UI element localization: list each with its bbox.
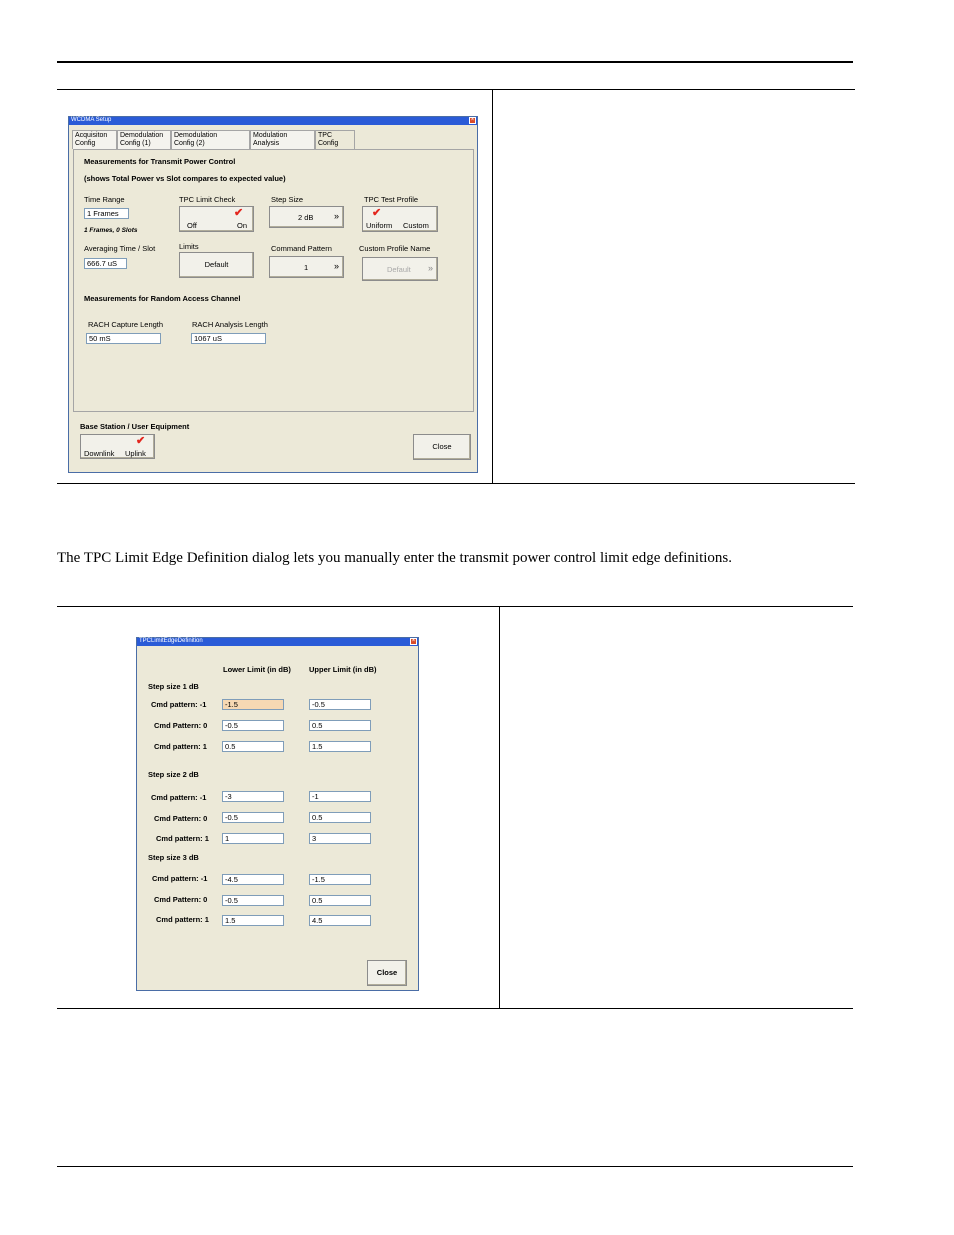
cmd-pattern-label: Cmd pattern: 1 — [156, 834, 209, 843]
limits-default-button[interactable] — [179, 252, 254, 278]
step-size-label: Step Size — [271, 195, 304, 204]
cmd-pattern-label: Cmd pattern: 1 — [154, 742, 207, 751]
lower-limit-input[interactable]: -0.5 — [222, 812, 284, 823]
tpc-title-bar — [137, 638, 418, 646]
upper-limit-input[interactable]: 1.5 — [309, 741, 371, 752]
tab-demodulation-config-1[interactable] — [117, 130, 171, 149]
step-size-group-title: Step size 3 dB — [148, 853, 199, 862]
cmd-pattern-label: Cmd Pattern: 0 — [154, 895, 208, 904]
upper-limit-input[interactable]: -0.5 — [309, 699, 371, 710]
limits-default-label: Default — [204, 260, 229, 269]
command-pattern-label: Command Pattern — [271, 244, 332, 253]
wcdma-title-bar — [69, 117, 477, 125]
tab-label-line2: Config (2) — [174, 140, 205, 147]
step-size-value: 2 dB — [298, 213, 314, 222]
upper-limit-input[interactable]: -1.5 — [309, 874, 371, 885]
table2-top-rule — [57, 606, 853, 607]
tpc-section-subtitle: (shows Total Power vs Slot compares to expected value) — [84, 174, 286, 183]
tab-label-line2: Config — [75, 140, 96, 147]
lower-limit-input[interactable]: 0.5 — [222, 741, 284, 752]
time-range-note: 1 Frames, 0 Slots — [84, 227, 138, 234]
tab-acquisition-config[interactable] — [72, 130, 117, 149]
averaging-time-input[interactable]: 666.7 uS — [84, 258, 127, 269]
cmd-pattern-label: Cmd pattern: -1 — [151, 793, 207, 802]
tpc-section-title: Measurements for Transmit Power Control — [84, 157, 236, 166]
time-range-input[interactable]: 1 Frames — [84, 208, 129, 219]
tab-label-line1: Demodulation — [174, 132, 218, 139]
tpc-test-profile-toggle[interactable] — [362, 206, 438, 232]
tab-label-line2: Config (1) — [120, 140, 151, 147]
tab-label-line1: Modulation — [253, 132, 288, 139]
lower-limit-input[interactable]: -1.5 — [222, 699, 284, 710]
upper-limit-column-header: Upper Limit (in dB) — [309, 665, 377, 674]
table1-top-rule — [57, 89, 855, 90]
downlink-uplink-toggle[interactable] — [80, 434, 155, 459]
base-station-title: Base Station / User Equipment — [80, 422, 190, 431]
uniform-option-label: Uniform — [366, 221, 393, 230]
wcdma-close-label: Close — [432, 442, 452, 451]
rach-section-title: Measurements for Random Access Channel — [84, 294, 241, 303]
upper-limit-input[interactable]: 0.5 — [309, 895, 371, 906]
upper-limit-input[interactable]: 3 — [309, 833, 371, 844]
lower-limit-input[interactable]: -4.5 — [222, 874, 284, 885]
lower-limit-input[interactable]: 1 — [222, 833, 284, 844]
chevron-right-icon: » — [428, 263, 434, 273]
tab-label-line2: Analysis — [253, 140, 280, 147]
custom-profile-name-value: Default — [387, 265, 411, 274]
tpc-test-profile-label: TPC Test Profile — [364, 195, 419, 204]
checkmark-icon: ✔ — [234, 207, 244, 219]
lower-limit-input[interactable]: 1.5 — [222, 915, 284, 926]
command-pattern-button[interactable] — [269, 256, 344, 278]
tab-label-line1: TPC — [318, 132, 332, 139]
rach-analysis-length-input[interactable]: 1067 uS — [191, 333, 266, 344]
cmd-pattern-label: Cmd Pattern: 0 — [154, 814, 208, 823]
wcdma-setup-dialog — [68, 116, 478, 473]
table1-bottom-rule — [57, 483, 855, 484]
rach-capture-length-input[interactable]: 50 mS — [86, 333, 161, 344]
upper-limit-input[interactable]: 0.5 — [309, 720, 371, 731]
downlink-option-label: Downlink — [84, 449, 115, 458]
description-paragraph: The TPC Limit Edge Definition dialog lets you manually enter the transmit power control limit edge definitions. — [57, 550, 733, 566]
wcdma-dialog-title: WCDMA Setup — [71, 117, 112, 123]
tpc-limit-check-toggle[interactable] — [179, 206, 254, 232]
custom-profile-name-button[interactable] — [362, 257, 438, 281]
limits-label: Limits — [179, 242, 199, 251]
step-size-button[interactable] — [269, 206, 344, 228]
tab-label-line2: Config — [318, 140, 339, 147]
step-size-group-title: Step size 1 dB — [148, 682, 199, 691]
upper-limit-input[interactable]: -1 — [309, 791, 371, 802]
table1-divider — [492, 89, 493, 484]
tpc-dialog-title: TPCLimitEdgeDefinition — [139, 638, 203, 644]
close-icon[interactable]: × — [411, 638, 416, 644]
tpc-limit-edge-dialog — [136, 637, 419, 991]
tab-modulation-analysis[interactable] — [250, 130, 315, 149]
upper-limit-input[interactable]: 0.5 — [309, 812, 371, 823]
lower-limit-input[interactable]: -0.5 — [222, 895, 284, 906]
table2-divider — [499, 606, 500, 1009]
tab-label-line1: Demodulation — [120, 132, 164, 139]
lower-limit-input[interactable]: -3 — [222, 791, 284, 802]
tab-label-line1: Acquisiton — [75, 132, 108, 139]
checkmark-icon: ✔ — [136, 435, 146, 447]
step-size-group-title: Step size 2 dB — [148, 770, 199, 779]
cmd-pattern-label: Cmd pattern: 1 — [156, 915, 209, 924]
tab-tpc-config[interactable] — [315, 130, 355, 150]
custom-option-label: Custom — [403, 221, 429, 230]
tab-demodulation-config-2[interactable] — [171, 130, 250, 149]
tpc-limit-check-label: TPC Limit Check — [179, 195, 236, 204]
table2-bottom-rule — [57, 1008, 853, 1009]
close-icon[interactable]: × — [470, 117, 475, 123]
chevron-right-icon: » — [334, 211, 340, 221]
footer-rule — [57, 1166, 853, 1167]
lower-limit-column-header: Lower Limit (in dB) — [223, 665, 291, 674]
header-rule — [57, 61, 853, 63]
time-range-label: Time Range — [84, 195, 125, 204]
checkmark-icon: ✔ — [372, 207, 382, 219]
command-pattern-value: 1 — [304, 263, 309, 272]
lower-limit-input[interactable]: -0.5 — [222, 720, 284, 731]
off-option-label: Off — [187, 221, 197, 230]
cmd-pattern-label: Cmd Pattern: 0 — [154, 721, 208, 730]
cmd-pattern-label: Cmd pattern: -1 — [152, 874, 208, 883]
custom-profile-name-label: Custom Profile Name — [359, 244, 431, 253]
averaging-time-label: Averaging Time / Slot — [84, 244, 156, 253]
chevron-right-icon: » — [334, 261, 340, 271]
rach-capture-length-label: RACH Capture Length — [88, 320, 164, 329]
uplink-option-label: Uplink — [125, 449, 146, 458]
rach-analysis-length-label: RACH Analysis Length — [192, 320, 268, 329]
on-option-label: On — [237, 221, 248, 230]
cmd-pattern-label: Cmd pattern: -1 — [151, 700, 207, 709]
tpc-close-button[interactable] — [367, 960, 407, 986]
wcdma-close-button[interactable] — [413, 434, 471, 460]
upper-limit-input[interactable]: 4.5 — [309, 915, 371, 926]
tpc-close-label: Close — [376, 968, 398, 977]
